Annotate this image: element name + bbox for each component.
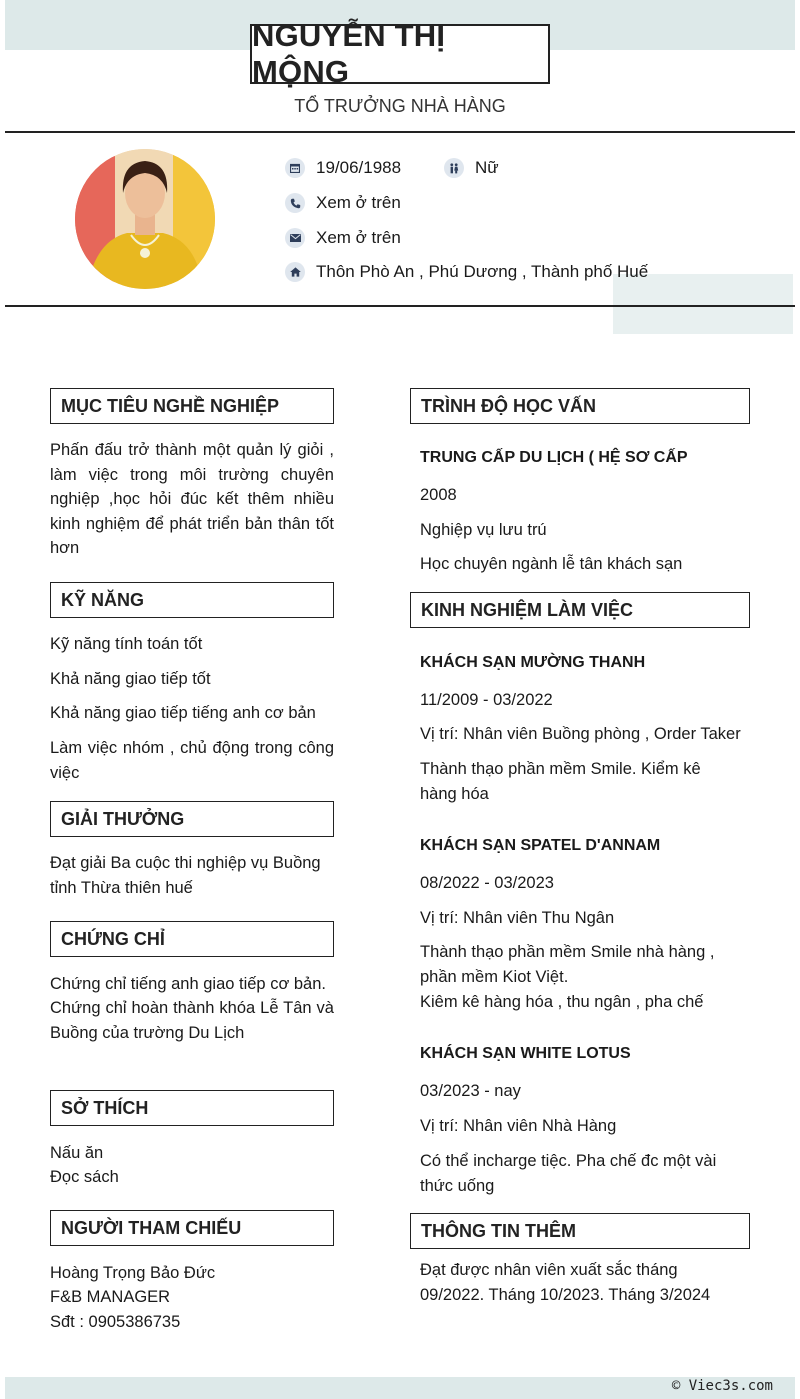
certificates-title: CHỨNG CHỈ [50, 921, 334, 957]
gender-icon [444, 158, 464, 178]
education-year: 2008 [420, 486, 457, 504]
skills-title: KỸ NĂNG [50, 582, 334, 618]
job-period: 11/2009 - 03/2022 [420, 691, 553, 709]
hobbies-title: SỞ THÍCH [50, 1090, 334, 1126]
education-school: TRUNG CẤP DU LỊCH ( HỆ SƠ CẤP [420, 449, 688, 466]
phone-icon [285, 193, 305, 213]
reference-phone: Sđt : 0905386735 [50, 1313, 181, 1331]
job-description: Thành thạo phần mềm Smile. Kiểm kê hàng hóa [420, 760, 701, 803]
job-position: Vị trí: Nhân viên Buồng phòng , Order Taker [420, 725, 741, 743]
certificate-line: Chứng chỉ tiếng anh giao tiếp cơ bản. [50, 975, 326, 993]
additional-title: THÔNG TIN THÊM [410, 1213, 750, 1249]
job-position: Vị trí: Nhân viên Thu Ngân [420, 909, 615, 927]
certificate-line: Chứng chỉ hoàn thành khóa Lễ Tân và Buồng của trường Du Lịch [50, 999, 334, 1042]
envelope-icon [285, 228, 305, 248]
references-title: NGƯỜI THAM CHIẾU [50, 1210, 334, 1246]
avatar-portrait [75, 149, 215, 289]
divider-top [5, 131, 795, 133]
job-title: TỔ TRƯỞNG NHÀ HÀNG [294, 96, 506, 116]
address: Thôn Phò An , Phú Dương , Thành phố Huế [316, 262, 649, 281]
skill-item: Làm việc nhóm , chủ động trong công việc [50, 739, 334, 782]
reference-name: Hoàng Trọng Bảo Đức [50, 1264, 216, 1282]
job-company: KHÁCH SẠN SPATEL D'ANNAM [420, 837, 661, 854]
job-position: Vị trí: Nhân viên Nhà Hàng [420, 1117, 617, 1135]
avatar [75, 149, 215, 289]
reference-role: F&B MANAGER [50, 1288, 171, 1306]
address-row [285, 262, 648, 282]
copyright: © Viec3s.com [671, 1378, 773, 1394]
phone-row [285, 193, 401, 213]
birthday-row [285, 158, 401, 178]
education-title: TRÌNH ĐỘ HỌC VẤN [410, 388, 750, 424]
objective-title: MỤC TIÊU NGHỀ NGHIỆP [50, 388, 334, 424]
hobby-item: Đọc sách [50, 1168, 119, 1186]
gender-row [444, 158, 499, 178]
awards-title: GIẢI THƯỞNG [50, 801, 334, 837]
job-period: 03/2023 - nay [420, 1082, 521, 1100]
gender: Nữ [475, 158, 499, 177]
job-description: Thành thạo phần mềm Smile nhà hàng , phần mềm Kiot Việt. [420, 943, 715, 986]
skill-item: Khả năng giao tiếp tiếng anh cơ bản [50, 704, 316, 722]
email: Xem ở trên [316, 228, 401, 247]
hobby-item: Nấu ăn [50, 1144, 104, 1162]
decor-band [613, 274, 793, 334]
calendar-icon [285, 158, 305, 178]
candidate-name: NGUYỄN THỊ MỘNG [250, 24, 550, 84]
divider-bottom [5, 305, 795, 307]
email-row [285, 228, 401, 248]
education-detail: Học chuyên ngành lễ tân khách sạn [420, 555, 683, 573]
skill-item: Khả năng giao tiếp tốt [50, 670, 211, 688]
education-major: Nghiệp vụ lưu trú [420, 521, 547, 539]
experience-title: KINH NGHIỆM LÀM VIỆC [410, 592, 750, 628]
skill-item: Kỹ năng tính toán tốt [50, 635, 203, 653]
job-description: Kiêm kê hàng hóa , thu ngân , pha chế [420, 993, 704, 1011]
birthday: 19/06/1988 [316, 158, 402, 177]
additional-text: Đạt được nhân viên xuất sắc tháng 09/2022. Tháng 10/2023. Tháng 3/2024 [420, 1261, 711, 1304]
awards-text: Đạt giải Ba cuộc thi nghiệp vụ Buồng tỉnh Thừa thiên huế [50, 854, 321, 897]
job-company: KHÁCH SẠN MƯỜNG THANH [420, 654, 646, 671]
job-description: Có thể incharge tiệc. Pha chế đc một vài thức uống [420, 1152, 717, 1195]
job-company: KHÁCH SẠN WHITE LOTUS [420, 1045, 631, 1062]
job-period: 08/2022 - 03/2023 [420, 874, 554, 892]
phone: Xem ở trên [316, 193, 401, 212]
objective-text: Phấn đấu trở thành một quản lý giỏi , làm việc trong môi trường chuyên nghiệp ,học hỏi đúc kết thêm nhiều kinh nghiệm để phát triển bản thân tốt hơn [50, 441, 334, 557]
home-icon [285, 262, 305, 282]
